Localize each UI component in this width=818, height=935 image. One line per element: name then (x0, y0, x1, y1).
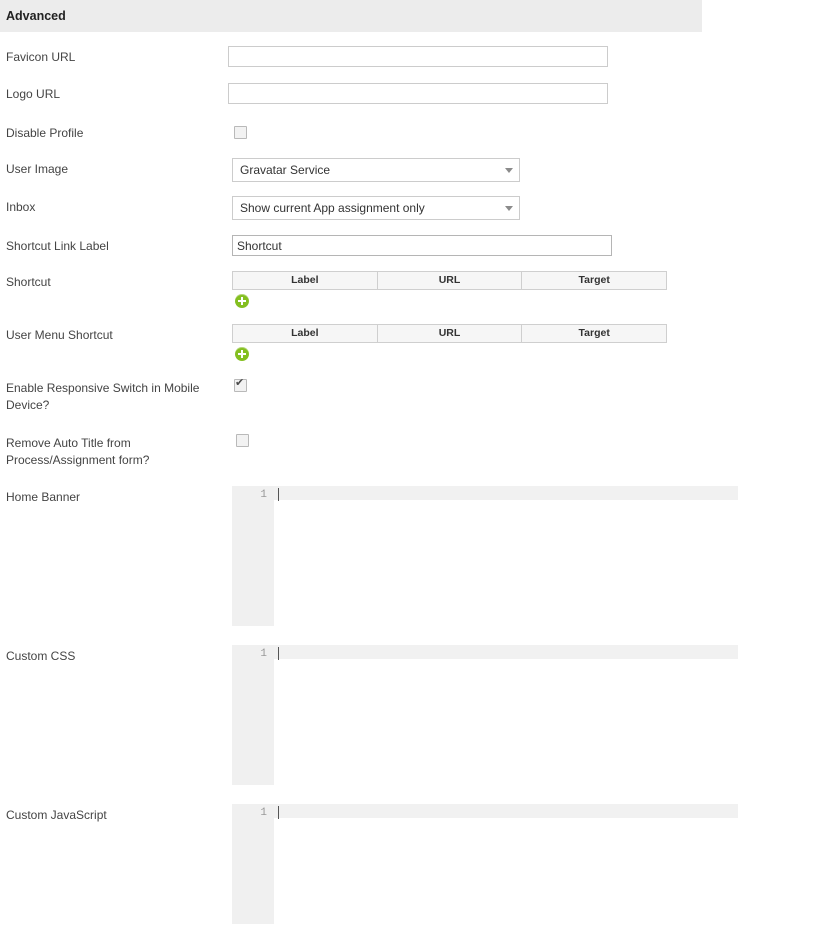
logo-url-field-wrap (228, 81, 818, 104)
section-title: Advanced (6, 9, 66, 23)
home-banner-line-numbers: 1 (232, 486, 274, 626)
row-home-banner (0, 484, 818, 626)
row-user-image (0, 156, 818, 182)
favicon-url-input[interactable] (228, 46, 608, 67)
shortcut-grid (232, 271, 667, 290)
row-inbox (0, 194, 818, 220)
custom-javascript-text-caret (278, 806, 279, 819)
custom-css-field-wrap (228, 643, 818, 785)
favicon-url-label: Favicon URL (6, 50, 76, 64)
inbox-label: Inbox (6, 200, 36, 214)
disable-profile-checkbox[interactable] (234, 126, 247, 139)
responsive-switch-field-wrap (228, 375, 818, 395)
home-banner-code-area[interactable] (274, 486, 738, 626)
logo-url-label: Logo URL (6, 87, 61, 101)
user-menu-shortcut-grid (232, 324, 667, 343)
user-menu-shortcut-col-label: Label (233, 325, 378, 342)
logo-url-input[interactable] (228, 83, 608, 104)
custom-javascript-code-editor[interactable] (232, 804, 738, 924)
home-banner-field-wrap (228, 484, 818, 626)
custom-javascript-label: Custom JavaScript (6, 808, 107, 822)
remove-auto-title-checkbox[interactable] (236, 434, 249, 447)
row-favicon-url (0, 44, 818, 67)
shortcut-link-label-label: Shortcut Link Label (6, 239, 109, 253)
row-custom-css (0, 643, 818, 785)
shortcut-col-label: Label (233, 272, 378, 289)
user-menu-shortcut-field-wrap (228, 322, 818, 361)
custom-css-code-area[interactable] (274, 645, 738, 785)
user-image-field-wrap (228, 156, 818, 182)
custom-css-text-caret (278, 647, 279, 660)
user-menu-shortcut-label: User Menu Shortcut (6, 328, 113, 342)
favicon-url-field-wrap (228, 44, 818, 67)
row-disable-profile (0, 120, 818, 142)
row-remove-auto-title (0, 430, 818, 469)
row-logo-url (0, 81, 818, 104)
custom-css-active-line (274, 645, 738, 659)
user-image-label: User Image (6, 162, 69, 176)
disable-profile-field-wrap (228, 120, 818, 142)
row-shortcut-grid (0, 269, 818, 308)
user-menu-shortcut-col-url: URL (378, 325, 523, 342)
shortcut-col-url: URL (378, 272, 523, 289)
user-image-selected-value: Gravatar Service (240, 163, 331, 177)
advanced-settings-form (0, 32, 818, 924)
home-banner-text-caret (278, 488, 279, 501)
shortcut-add-row-button[interactable] (235, 294, 249, 308)
home-banner-code-editor[interactable] (232, 486, 738, 626)
inbox-field-wrap (228, 194, 818, 220)
row-shortcut-link-label (0, 233, 818, 256)
custom-javascript-line-numbers: 1 (232, 804, 274, 924)
shortcut-link-label-field-wrap (228, 233, 818, 256)
row-responsive-switch (0, 375, 818, 414)
inbox-select[interactable] (232, 196, 520, 220)
row-custom-javascript (0, 802, 818, 924)
remove-auto-title-label: Remove Auto Title from Process/Assignment form? (6, 436, 150, 467)
user-image-select[interactable] (232, 158, 520, 182)
home-banner-active-line (274, 486, 738, 500)
chevron-down-icon (505, 168, 513, 173)
shortcut-col-target: Target (578, 274, 610, 286)
section-header (0, 0, 702, 32)
disable-profile-label: Disable Profile (6, 126, 84, 140)
home-banner-label: Home Banner (6, 490, 81, 504)
user-menu-shortcut-add-row-button[interactable] (235, 347, 249, 361)
responsive-switch-checkbox[interactable] (234, 379, 247, 392)
responsive-switch-label: Enable Responsive Switch in Mobile Device? (6, 381, 200, 412)
user-menu-shortcut-grid-header (233, 325, 666, 342)
custom-css-label: Custom CSS (6, 649, 76, 663)
shortcut-grid-header (233, 272, 666, 289)
inbox-selected-value: Show current App assignment only (240, 201, 425, 215)
custom-javascript-active-line (274, 804, 738, 818)
shortcut-field-wrap (228, 269, 818, 308)
custom-css-line-numbers: 1 (232, 645, 274, 785)
custom-javascript-field-wrap (228, 802, 818, 924)
user-menu-shortcut-col-target: Target (578, 327, 610, 339)
remove-auto-title-field-wrap (228, 430, 818, 450)
chevron-down-icon (505, 206, 513, 211)
custom-css-code-editor[interactable] (232, 645, 738, 785)
custom-javascript-code-area[interactable] (274, 804, 738, 924)
shortcut-label: Shortcut (6, 275, 51, 289)
shortcut-link-label-input[interactable] (232, 235, 612, 256)
row-user-menu-shortcut-grid (0, 322, 818, 361)
